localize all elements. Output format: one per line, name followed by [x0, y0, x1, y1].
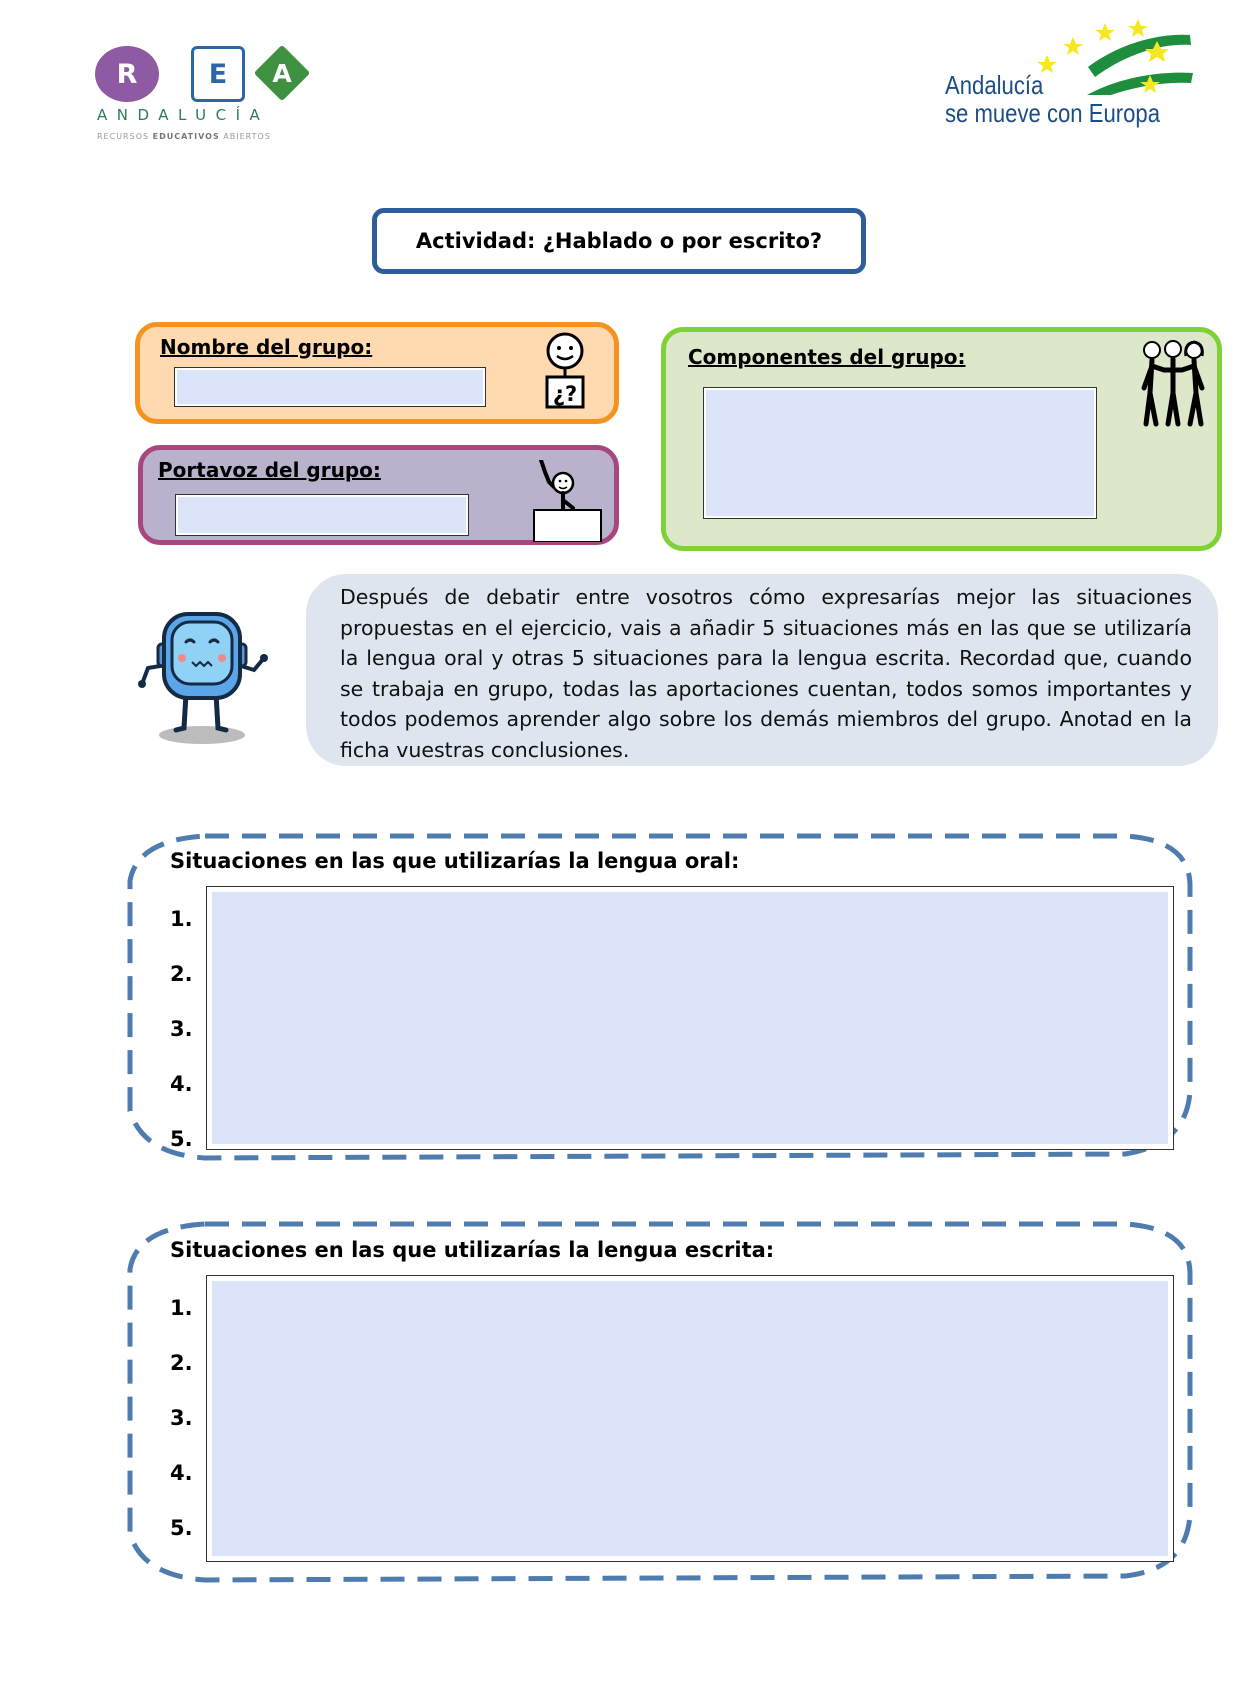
written-situations-field[interactable] [207, 1276, 1173, 1561]
svg-text:¿?: ¿? [552, 382, 578, 406]
logo-letter-a-diamond [253, 44, 311, 102]
robot-mascot-icon [136, 610, 270, 746]
oral-section-label: Situaciones en las que utilizarías la lengua oral: [170, 849, 740, 873]
oral-number-2: 2. [170, 962, 193, 986]
spokesperson-label: Portavoz del grupo: [158, 458, 381, 482]
logo-name: ANDALUCÍA [97, 106, 270, 124]
group-name-field[interactable] [175, 368, 485, 406]
logo-subtitle: RECURSOS EDUCATIVOS ABIERTOS [97, 132, 271, 141]
group-people-icon [1140, 338, 1206, 428]
logo-letter-e: E [191, 46, 245, 102]
group-name-box [135, 322, 619, 424]
spokesperson-field[interactable] [176, 495, 468, 535]
person-question-icon [542, 331, 588, 411]
rea-andalucia-logo [95, 40, 325, 150]
written-section-label: Situaciones en las que utilizarías la lengua escrita: [170, 1238, 775, 1262]
written-number-3: 3. [170, 1406, 193, 1430]
andalucia-line2: se mueve con Europa [945, 98, 1160, 128]
written-number-1: 1. [170, 1296, 193, 1320]
group-name-label: Nombre del grupo: [160, 335, 373, 359]
logo-letter-a: A [272, 58, 292, 88]
oral-number-3: 3. [170, 1017, 193, 1041]
written-number-5: 5. [170, 1516, 193, 1540]
instructions-text: Después de debatir entre vosotros cómo expresarías mejor las situaciones propuestas en el ejercicio, vais a añadir 5 situaciones más en las que se utilizaría la lengua oral y otras 5 situaciones para la lengua escrita. Recordad que, cuando se trabaja en grupo, todas las aportaciones cuentan, todos somos importantes y todos podemos aprender algo sobre los demás miembros del grupo. Anotad en la ficha vuestras conclusiones. [340, 585, 1192, 762]
oral-number-5: 5. [170, 1127, 193, 1151]
written-number-4: 4. [170, 1461, 193, 1485]
activity-title: Actividad: ¿Hablado o por escrito? [372, 208, 866, 274]
spokesperson-box [138, 445, 619, 545]
andalucia-europa-logo [945, 15, 1195, 140]
written-number-2: 2. [170, 1351, 193, 1375]
instructions-bubble [306, 574, 1218, 766]
group-members-label: Componentes del grupo: [688, 345, 966, 369]
logo-letter-r: R [95, 46, 159, 102]
group-members-box [661, 327, 1222, 551]
oral-situations-field[interactable] [207, 887, 1173, 1149]
andalucia-line1: Andalucía [945, 70, 1044, 100]
group-members-field[interactable] [704, 388, 1096, 518]
person-raising-hand-icon [533, 460, 605, 542]
oral-number-4: 4. [170, 1072, 193, 1096]
oral-number-1: 1. [170, 907, 193, 931]
